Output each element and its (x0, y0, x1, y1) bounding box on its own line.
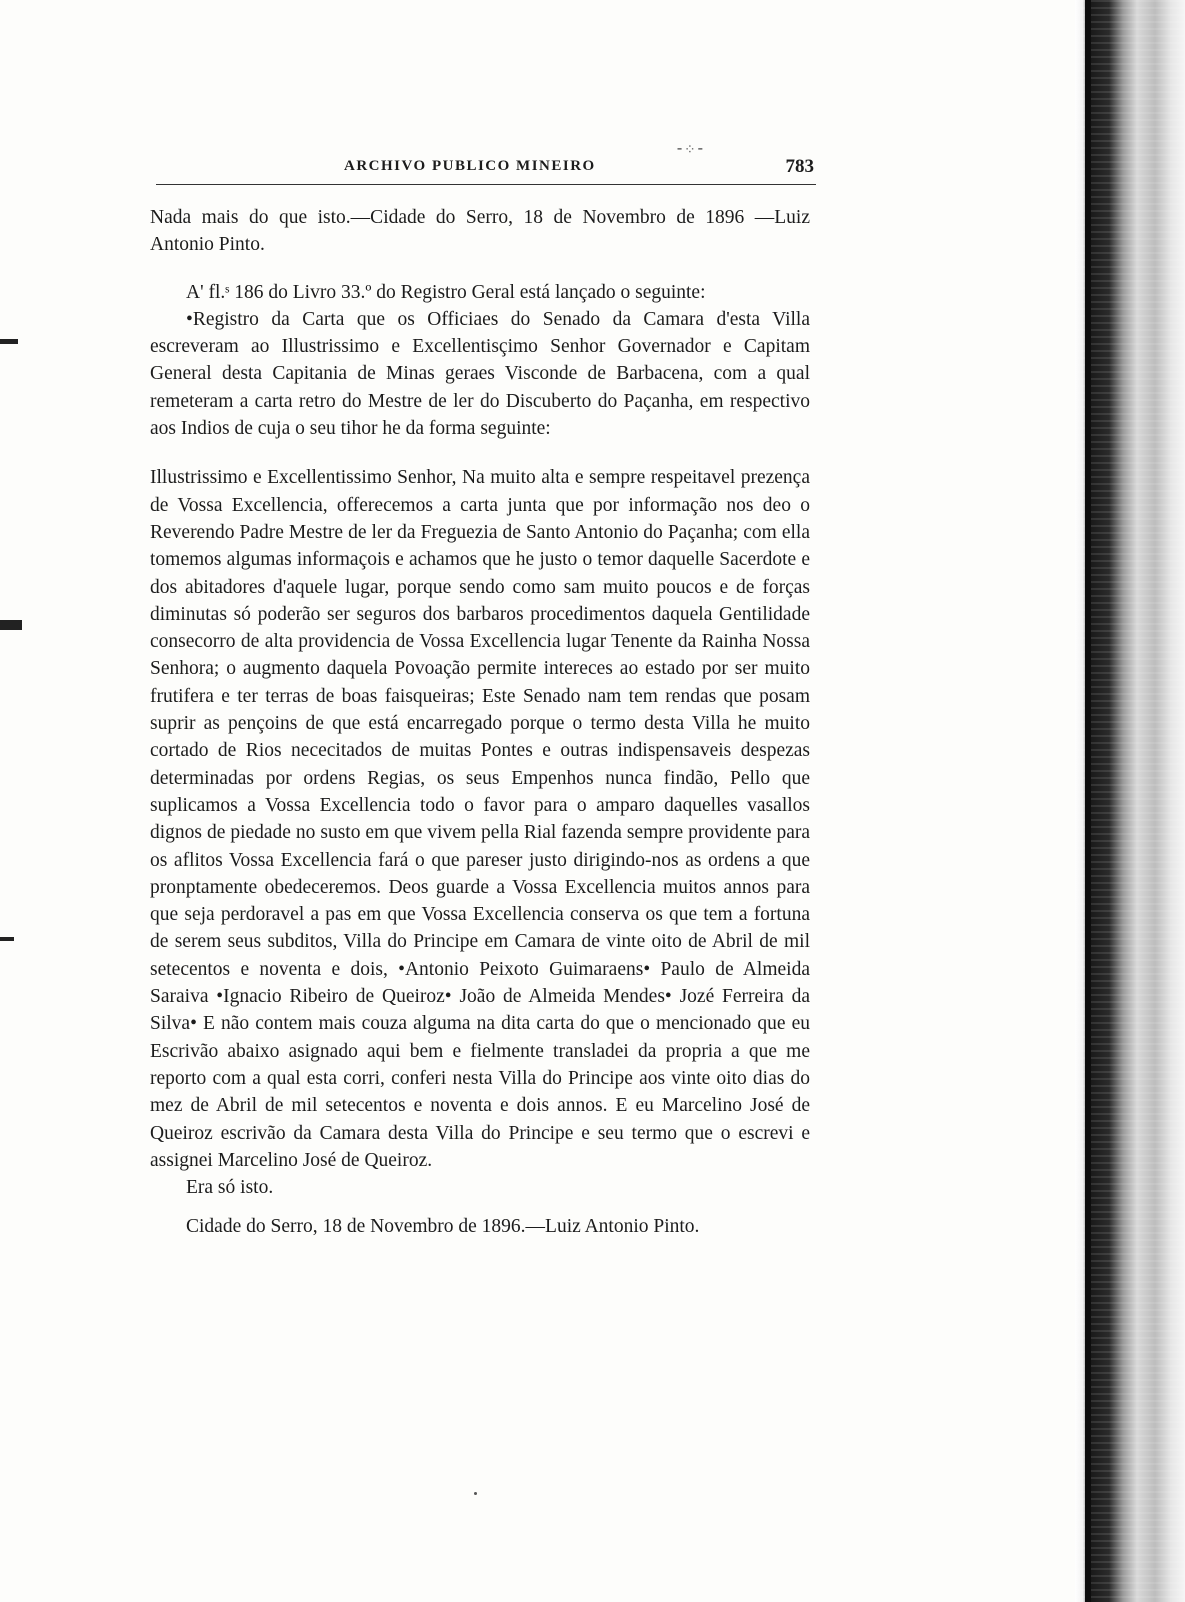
body-text (150, 204, 810, 1241)
book-binding-shadow (1075, 0, 1185, 1602)
paragraph-register-intro: •Registro da Carta que os Officiaes do Senado da Camara d'esta Villa escreveram ao Illustrissimo e Excellentisçimo Senhor Governador e Capitam General desta Capitania de Minas geraes Visconde de Barbacena, com a qual remeteram a carta retro do Mestre de ler do Discuberto do Paçanha, em respectivo aos Indios de cuja o seu tihor he da forma seguinte: (150, 308, 810, 440)
printer-ornament-icon: ⁃⁘⁃ (676, 143, 705, 158)
running-head (156, 143, 816, 185)
paragraph-letter-body: Illustrissimo e Excellentissimo Senhor, Na muito alta e sempre respeitavel prezença de Vossa Excellencia, offerecemos a carta junta que por informação nos deo o Reverendo Padre Mestre de ler da Freguezia de Santo Antonio do Paçanha; com ella tomemos algumas informaçois e achamos que he justo o temor daquelle Sacerdote e dos abitadores d'aquele lugar, porque sendo como sam muito poucos e de forças diminutas só poderão ser seguros dos barbaros procedimentos daquela Gentilidade consecorro de alta providencia de Vossa Excellencia lugar Tenente da Rainha Nossa Senhora; o augmento daquela Povoação permite intereces ao estado por ser muito frutifera e ter terras de boas faisqueiras; Este Senado nam tem rendas que posam suprir as pençoins de que está encarregado porque o termo desta Villa he muito cortado de Rios nececitados de muitas Pontes e outras indispensaveis despezas determinadas por ordens Regias, os seus Empenhos nunca findão, Pello que suplicamos a Vossa Excellencia todo o favor para o amparo daquelles vasallos dignos de piedade no susto em que vivem pella Rial fazenda sempre providente para os aflitos Vossa Excellencia fará o que pareser justo dirigindo-nos as ordens a que pronptamente obedeceremos. Deos guarde a Vossa Excellencia muitos annos para que seja perdoravel a pas em que Vossa Excellencia conserva os que tem a fortuna de serem seus subditos, Villa do Principe em Camara de vinte oito de Abril de mil setecentos e noventa e dois, •Antonio Peixoto Guimaraens• Paulo de Almeida Saraiva •Ignacio Ribeiro de Queiroz• João de Almeida Mendes• Jozé Ferreira da Silva• E não contem mais couza alguma na dita carta do que o mencionado que eu Escrivão abaixo asignado aqui bem e fielmente transladei da propria a que me reporto com a qual esta corri, conferi nesta Villa do Principe aos vinte oito dias do mez de Abril de mil setecentos e noventa e dois annos. E eu Marcelino José de Queiroz escrivão da Camara desta Villa do Principe e seu termo que o escrevi e assignei Marcelino José de Queiroz. (150, 467, 810, 1171)
paragraph-signature: Cidade do Serro, 18 de Novembro de 1896.—Luiz Antonio Pinto. (186, 1216, 700, 1238)
scan-speck (474, 1492, 477, 1495)
book-binding-edge (1085, 0, 1091, 1602)
margin-mark (0, 339, 18, 344)
paragraph-end-note: Era só isto. (186, 1177, 274, 1199)
paragraph-register-reference: A' fl.ˢ 186 do Livro 33.º do Registro Geral está lançado o seguinte: (186, 281, 706, 303)
margin-mark (0, 937, 14, 941)
running-title: ARCHIVO PUBLICO MINEIRO (344, 158, 596, 174)
page-number: 783 (785, 156, 814, 177)
paragraph-closing-note: Nada mais do que isto.—Cidade do Serro, 18 de Novembro de 1896 —Luiz Antonio Pinto. (150, 207, 810, 256)
margin-mark (0, 620, 22, 630)
